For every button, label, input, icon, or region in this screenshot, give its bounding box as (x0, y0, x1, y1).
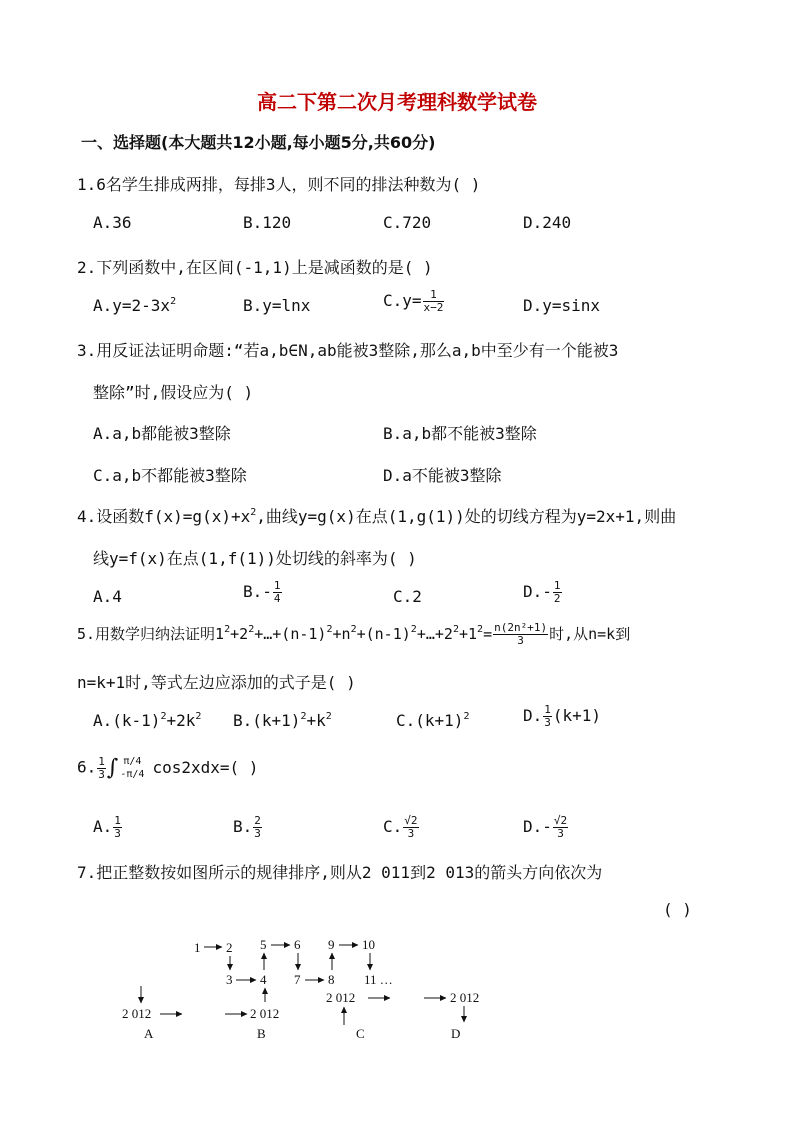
option-a-label: 2 012 (122, 1006, 152, 1021)
fraction-denominator: 3 (517, 634, 524, 647)
equals-sign: = (483, 625, 493, 643)
fraction-denominator: x−2 (423, 301, 444, 314)
option-part: A.(k-1) (93, 711, 161, 730)
fraction-numerator: 2 (254, 814, 261, 827)
option-prefix: C. (383, 817, 403, 836)
fraction-denominator: 2 (553, 592, 561, 605)
option-b-label: 2 012 (250, 1006, 280, 1021)
exponent: 2 (452, 624, 459, 635)
figure-number-9: 9 (328, 937, 335, 952)
fraction-denominator: 3 (114, 827, 121, 840)
section-heading: 一、选择题(本大题共12小题,每小题5分,共60分) (81, 133, 436, 152)
stem-part: +…+2 (416, 625, 453, 643)
figure-number-11: 11 … (364, 972, 393, 987)
exponent: 2 (325, 711, 332, 722)
fraction-numerator: √2 (404, 814, 418, 827)
option-b-caption: B (257, 1026, 266, 1041)
option-prefix: B. (233, 817, 253, 836)
figure-number-7: 7 (294, 972, 301, 987)
upper-limit: π/4 (123, 756, 142, 767)
option-d-label: 2 012 (450, 990, 480, 1005)
stem-part-1: 4.设函数f(x)=g(x)+x (77, 507, 251, 526)
question-1-option-d: D.240 (523, 213, 572, 232)
exponent: 2 (326, 624, 333, 635)
question-2-option-d: D.y=sinx (523, 296, 601, 315)
option-part: (k+1) (552, 706, 602, 725)
exponent: 2 (170, 296, 177, 307)
exponent: 2 (350, 624, 357, 635)
exponent: 2 (248, 624, 255, 635)
exponent: 2 (477, 624, 484, 635)
question-3-option-c: C.a,b不都能被3整除 (93, 466, 247, 485)
figure-number-4: 4 (260, 972, 267, 987)
stem-part: +1 (458, 625, 478, 643)
stem-part: +(n-1) (356, 625, 411, 643)
fraction-denominator: 3 (557, 827, 564, 840)
figure-number-8: 8 (328, 972, 335, 987)
option-prefix: D. (523, 706, 543, 725)
fraction-denominator: 4 (273, 592, 281, 605)
option-part: C.(k+1) (396, 711, 464, 730)
option-c-label: 2 012 (326, 990, 356, 1005)
question-4-stem-line-2: 线y=f(x)在点(1,f(1))处切线的斜率为( ) (93, 549, 417, 568)
option-b-prefix: B.- (243, 582, 272, 601)
option-prefix: D.- (523, 817, 552, 836)
answer-parentheses: ( ) (663, 900, 692, 919)
fraction-numerator: 1 (114, 814, 121, 827)
exponent: 2 (250, 507, 257, 518)
question-4-option-a: A.4 (93, 587, 122, 606)
question-1-option-c: C.720 (383, 213, 432, 232)
figure-number-3: 3 (226, 972, 233, 987)
fraction-numerator: √2 (553, 814, 568, 827)
stem-part: +2 (230, 625, 249, 643)
exponent: 2 (300, 711, 307, 722)
option-c-prefix: C.y= (383, 291, 422, 310)
exponent: 2 (224, 624, 231, 635)
question-3-option-a: A.a,b都能被3整除 (93, 424, 231, 443)
fraction-numerator: 1 (553, 579, 561, 592)
fraction-denominator: 3 (98, 767, 105, 781)
page-title: 高二下第二次月考理科数学试卷 (257, 90, 537, 114)
fraction-numerator: n(2n²+1) (494, 621, 548, 634)
stem-part: 时,从n=k到 (549, 625, 631, 643)
option-d-prefix: D.- (523, 582, 552, 601)
fraction-numerator: 1 (544, 703, 551, 716)
question-3-option-b: B.a,b都不能被3整除 (383, 424, 537, 443)
option-a-caption: A (144, 1026, 154, 1041)
option-d-caption: D (451, 1026, 461, 1041)
figure-number-10: 10 (362, 937, 375, 952)
exponent: 2 (463, 711, 470, 722)
question-5-stem-line-2: n=k+1时,等式左边应添加的式子是( ) (77, 673, 356, 692)
stem-part: +n (332, 625, 351, 643)
fraction-denominator: 3 (544, 716, 551, 729)
option-c-caption: C (356, 1026, 365, 1041)
option-a-text: A.y=2-3x (93, 296, 171, 315)
exponent: 2 (410, 624, 417, 635)
question-1-option-a: A.36 (93, 213, 132, 232)
fraction-denominator: 3 (254, 827, 261, 840)
question-4-option-c: C.2 (393, 587, 422, 606)
figure-number-5: 5 (260, 937, 267, 952)
stem-part-2: ,曲线y=g(x)在点(1,g(1))处的切线方程为y=2x+1,则曲 (256, 507, 677, 526)
question-number: 6. (77, 757, 97, 777)
stem-part: +…+(n-1) (254, 625, 327, 643)
figure-number-1: 1 (194, 940, 201, 955)
figure-number-2: 2 (226, 940, 233, 955)
question-7-stem: 7.把正整数按如图所示的规律排序,则从2 011到2 013的箭头方向依次为 (77, 863, 603, 882)
integrand: cos2xdx=( ) (152, 757, 259, 777)
exponent: 2 (160, 711, 167, 722)
exponent: 2 (195, 711, 202, 722)
question-3-stem-line-2: 整除”时,假设应为( ) (93, 383, 254, 402)
fraction-numerator: 1 (273, 579, 281, 592)
integral-sign: ∫ (106, 755, 119, 781)
question-3-option-d: D.a不能被3整除 (383, 466, 502, 485)
option-part: +k (306, 711, 326, 730)
question-2-stem: 2.下列函数中,在区间(-1,1)上是减函数的是( ) (77, 258, 433, 277)
option-part: +2k (166, 711, 196, 730)
question-1-stem: 1.6名学生排成两排，每排3人，则不同的排法种数为( ) (77, 175, 481, 194)
figure-number-6: 6 (294, 937, 301, 952)
lower-limit: -π/4 (120, 769, 145, 780)
question-2-option-b: B.y=lnx (243, 296, 311, 315)
question-1-option-b: B.120 (243, 213, 292, 232)
option-part: B.(k+1) (233, 711, 301, 730)
stem-part: 5.用数学归纳法证明1 (77, 625, 225, 643)
option-prefix: A. (93, 817, 113, 836)
fraction-numerator: 1 (423, 289, 445, 302)
question-3-stem-line-1: 3.用反证法证明命题:“若a,b∈N,ab能被3整除,那么a,b中至少有一个能被3 (77, 341, 619, 360)
fraction-numerator: 1 (98, 754, 105, 768)
fraction-denominator: 3 (407, 827, 415, 840)
